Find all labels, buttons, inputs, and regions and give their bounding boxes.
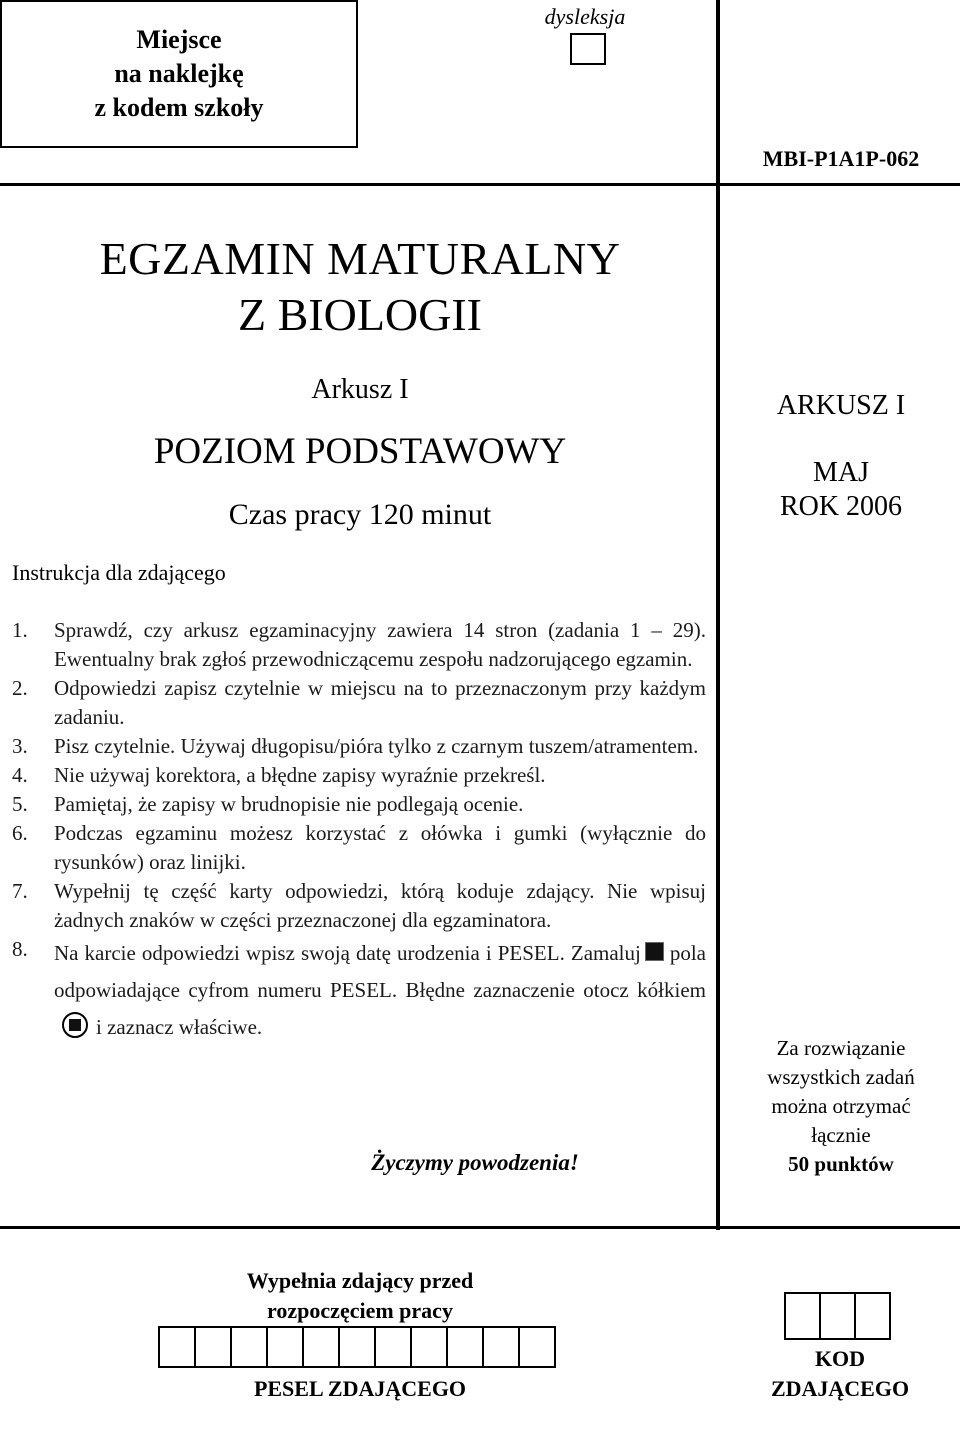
instruction-text <box>54 935 706 1046</box>
pesel-digit-box[interactable] <box>194 1326 232 1368</box>
bottom-divider <box>0 1226 960 1229</box>
sticker-line-1: Miejsce <box>136 25 222 54</box>
instruction-item <box>12 819 706 877</box>
student-code-label <box>740 1344 940 1404</box>
instruction-text: Nie używaj korektora, a błędne zapisy wyraźnie przekreśl. <box>54 763 546 787</box>
points-line-1: Za rozwiązanie <box>776 1036 906 1060</box>
points-info <box>722 1034 960 1179</box>
pesel-digit-box[interactable] <box>302 1326 340 1368</box>
filled-square-icon <box>645 942 664 961</box>
instruction-number: 2. <box>12 676 28 700</box>
sheet-label: Arkusz I <box>311 374 409 405</box>
instruction-item <box>12 616 706 674</box>
top-divider <box>0 183 960 186</box>
side-month: MAJ <box>812 457 869 488</box>
kod-label-line-2: ZDAJĄCEGO <box>770 1376 910 1401</box>
points-line-3: można otrzymać <box>771 1094 911 1118</box>
instruction-text: Sprawdź, czy arkusz egzaminacyjny zawiera 14 stron (zadania 1 – 29). Ewentualny brak zgłoś przewodniczącemu zespołu nadzorującego egzamin. <box>54 618 706 671</box>
instruction-number: 8. <box>12 937 28 961</box>
instruction-8-part-3: i zaznacz właściwe. <box>96 1015 263 1039</box>
instruction-8-part-2: pola odpowiadające cyfrom numeru PESEL. Błędne zaznaczenie otocz kółkiem <box>54 941 706 1002</box>
instruction-text: Podczas egzaminu możesz korzystać z ołówka i gumki (wyłącznie do rysunków) oraz linijki. <box>54 821 706 874</box>
circled-square-icon <box>62 1012 88 1038</box>
instruction-item <box>12 877 706 935</box>
instructions-list <box>12 616 706 1046</box>
pesel-digit-box[interactable] <box>410 1326 448 1368</box>
code-digit-box[interactable] <box>819 1292 856 1340</box>
dysleksja-label: dysleksja <box>544 4 626 29</box>
instruction-text: Pamiętaj, że zapisy w brudnopisie nie podlegają ocenie. <box>54 792 524 816</box>
code-digit-box[interactable] <box>854 1292 891 1340</box>
level-label: POZIOM PODSTAWOWY <box>153 431 567 472</box>
points-total: 50 punktów <box>788 1152 894 1176</box>
instruction-item <box>12 761 706 790</box>
instruction-number: 6. <box>12 821 28 845</box>
side-sheet-label: ARKUSZ I <box>776 390 906 421</box>
good-luck-message: Życzymy powodzenia! <box>371 1150 579 1175</box>
instruction-text: Pisz czytelnie. Używaj długopisu/pióra tylko z czarnym tuszem/atramentem. <box>54 734 699 758</box>
sticker-line-2: na naklejkę <box>114 59 244 88</box>
exam-title-line-1: EGZAMIN MATURALNY <box>99 233 621 284</box>
instruction-text: Wypełnij tę część karty odpowiedzi, którą koduje zdający. Nie wpisuj żadnych znaków w części przeznaczonej dla egzaminatora. <box>54 879 706 932</box>
points-line-2: wszystkich zadań <box>767 1065 915 1089</box>
student-code-boxes <box>786 1292 891 1340</box>
points-line-4: łącznie <box>811 1123 871 1147</box>
instruction-8-part-1: Na karcie odpowiedzi wpisz swoją datę urodzenia i PESEL. Zamaluj <box>54 941 641 965</box>
school-sticker-box <box>0 0 358 148</box>
kod-label-line-1: KOD <box>814 1346 866 1371</box>
fill-label-line-2: rozpoczęciem pracy <box>267 1298 453 1323</box>
exam-code: MBI-P1A1P-062 <box>762 146 920 171</box>
instruction-number: 3. <box>12 734 28 758</box>
instruction-number: 1. <box>12 618 28 642</box>
pesel-digit-box[interactable] <box>482 1326 520 1368</box>
instruction-number: 5. <box>12 792 28 816</box>
instruction-item <box>12 674 706 732</box>
instructions-title: Instrukcja dla zdającego <box>12 560 226 585</box>
pesel-digit-box[interactable] <box>446 1326 484 1368</box>
fill-label-line-1: Wypełnia zdający przed <box>246 1268 474 1293</box>
pesel-label: PESEL ZDAJĄCEGO <box>253 1376 467 1401</box>
side-date <box>722 456 960 524</box>
instruction-item <box>12 732 706 761</box>
sticker-line-3: z kodem szkoły <box>94 93 264 122</box>
side-year: ROK 2006 <box>779 491 903 522</box>
instruction-item <box>12 790 706 819</box>
pesel-digit-box[interactable] <box>374 1326 412 1368</box>
instruction-item-pesel <box>12 935 706 1046</box>
pesel-digit-box[interactable] <box>158 1326 196 1368</box>
pesel-digit-box[interactable] <box>338 1326 376 1368</box>
fill-before-start-label <box>200 1266 520 1326</box>
instruction-number: 4. <box>12 763 28 787</box>
pesel-input-boxes <box>160 1326 556 1368</box>
pesel-digit-box[interactable] <box>266 1326 304 1368</box>
pesel-digit-box[interactable] <box>230 1326 268 1368</box>
code-digit-box[interactable] <box>784 1292 821 1340</box>
pesel-digit-box[interactable] <box>518 1326 556 1368</box>
exam-title-line-2: Z BIOLOGII <box>238 289 482 340</box>
duration-label: Czas pracy 120 minut <box>228 498 492 531</box>
instruction-number: 7. <box>12 879 28 903</box>
instruction-text: Odpowiedzi zapisz czytelnie w miejscu na to przeznaczonym przy każdym zadaniu. <box>54 676 706 729</box>
dysleksja-checkbox[interactable] <box>570 33 606 65</box>
